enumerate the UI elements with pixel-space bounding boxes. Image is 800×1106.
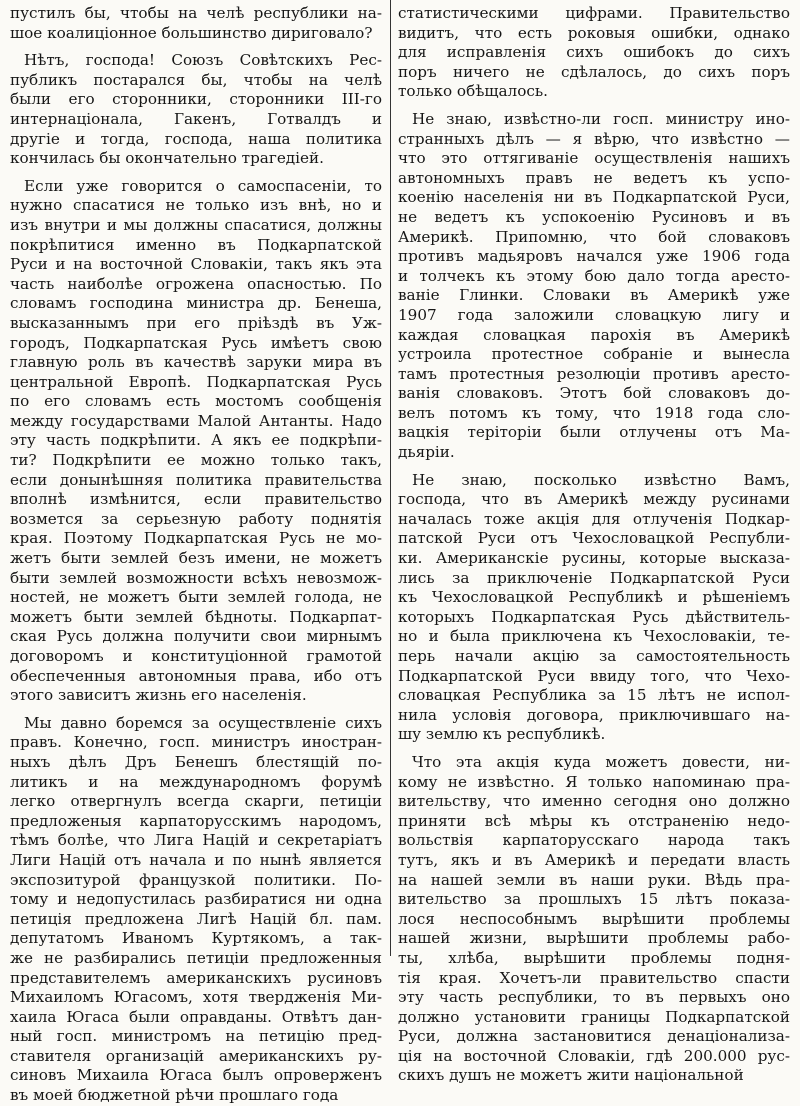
text-line: патской Руси отъ Чехословацкой Республи- (398, 529, 790, 548)
text-line: Что эта акція куда можетъ довести, ни- (412, 752, 790, 771)
text-line: высказаннымъ при его пріѣздѣ въ Уж- (10, 313, 382, 332)
text-line: изъ внутри и мы должны спасатися, должны (10, 215, 382, 234)
text-line: ки. Американскіе русины, которые высказа- (398, 549, 790, 568)
text-line: ставителя организацій американскихъ ру- (10, 1046, 382, 1065)
text-line: но и была приключена къ Чехословакіи, те- (398, 627, 790, 646)
text-line: Нѣтъ, господа! Союзъ Совѣтскихъ Рес- (24, 51, 382, 70)
text-line: лись за приключеніе Подкарпатской Руси (398, 568, 790, 587)
text-line: Мы давно боремся за осуществленіе сихъ (24, 713, 382, 732)
text-line: эту часть республики, то въ первыхъ оно (398, 988, 790, 1007)
text-line: на нашей земли въ наши руки. Вѣдь пра- (398, 870, 790, 889)
text-line: были его сторонники, сторонники III-го (10, 90, 382, 109)
text-line: часть наиболѣе огрожена опасностью. По (10, 274, 382, 293)
text-line: тамъ протестныя резолюціи противъ аресто- (398, 364, 790, 383)
text-line: къ Чехословацкой Республикѣ и рѣшеніемъ (398, 588, 790, 607)
paragraph (398, 753, 790, 1086)
text-line: Если уже говорится о самоспасеніи, то (24, 176, 382, 195)
text-line: Не знаю, посколько извѣстно Вамъ, (412, 470, 790, 489)
text-line: только обѣщалось. (398, 82, 548, 101)
text-line: ныхъ дѣлъ Дръ Бенешъ блестящій по- (10, 752, 382, 771)
text-line: договоромъ и конституціонной грамотой (10, 647, 382, 665)
paragraph (398, 4, 790, 102)
text-line: скихъ душъ не можетъ жити національной (398, 1066, 744, 1085)
text-line: господа, что въ Америкѣ между русинами (398, 490, 790, 509)
text-line: жетъ быти землей безъ имени, не можетъ (10, 549, 382, 568)
text-line: тутъ, якъ и въ Америкѣ и передати власть (398, 850, 790, 869)
text-line: правъ. Конечно, госп. министръ иностран- (10, 733, 382, 752)
text-line: автономныхъ правъ не ведетъ къ успо- (398, 168, 790, 187)
text-line: кончилась бы окончательно трагедіей. (10, 149, 324, 168)
text-line: Лиги Націй отъ начала и по нынѣ является (10, 850, 382, 869)
text-line: хаила Югаса были оправданы. Отвѣтъ дан- (10, 1007, 382, 1026)
text-line: предложеныя карпаторусскимъ народомъ, (10, 811, 382, 830)
paragraph (398, 471, 790, 745)
text-line: синовъ Михаила Югаса былъ опроверженъ (10, 1066, 382, 1085)
text-line: вполнѣ измѣнится, если правительство (10, 490, 382, 509)
text-line: словамъ господина министра др. Бенеша, (10, 294, 382, 313)
text-line: публикъ постарался бы, чтобы на челѣ (10, 70, 382, 89)
text-line: городъ, Подкарпатская Русь имѣетъ свою (10, 333, 382, 352)
paragraph (10, 51, 382, 169)
text-line: лося неспособнымъ вырѣшити проблемы (398, 909, 790, 928)
text-line: что это оттягиваніе осуществленія нашихъ (398, 149, 790, 168)
text-line: по его словамъ есть мостомъ сообщенія (10, 392, 382, 411)
text-line: вацкія теріторіи были отлучены отъ Ма- (398, 423, 790, 442)
text-line: депутатомъ Иваномъ Куртякомъ, а так- (10, 929, 382, 948)
text-line: Не знаю, извѣстно-ли госп. министру ино- (412, 109, 790, 128)
text-line: велъ потомъ къ тому, что 1918 года сло- (398, 403, 790, 422)
text-line: можетъ быти землей бѣдноты. Подкарпат- (10, 607, 382, 626)
text-line: каждая словацкая парохія въ Америкѣ (398, 325, 790, 344)
text-line: не ведетъ къ успокоенію Русиновъ и въ (398, 207, 790, 226)
left-text-column (10, 4, 382, 1105)
text-line: Руси, должна застановитися денаціонализа- (398, 1027, 790, 1046)
text-line: ція на восточной Словакіи, гдѣ 200.000 рус- (398, 1046, 790, 1065)
text-line: ностей, не можетъ быти землей голода, не (10, 588, 382, 607)
text-line: шое коалиціонное большинство дириговало? (10, 23, 373, 42)
text-line: между государствами Малой Антанты. Надо (10, 411, 382, 430)
text-line: ваніе Глинки. Словаки въ Америкѣ уже (398, 286, 790, 305)
paragraph (10, 714, 382, 1106)
text-line: ванія словаковъ. Этотъ бой словаковъ до- (398, 384, 790, 403)
text-line: тія края. Хочетъ-ли правительство спасти (398, 968, 790, 987)
text-line: эту часть подкрѣпити. А якъ ее подкрѣпи- (10, 431, 382, 450)
text-line: главную роль въ качествѣ заруки мира въ (10, 353, 382, 372)
text-line: ты, хлѣба, вырѣшити проблемы подня- (398, 948, 790, 967)
text-line: представителемъ американскихъ русиновъ (10, 968, 382, 987)
text-line: вительство за прошлыхъ 15 лѣтъ показа- (398, 890, 790, 909)
text-line: шу землю къ республикѣ. (398, 725, 606, 744)
column-divider (390, 0, 391, 956)
text-line: поръ ничего не сдѣлалось, до сихъ поръ (398, 62, 790, 81)
text-line: началась тоже акція для отлученія Подкар- (398, 509, 790, 528)
text-line: должно установити границы Подкарпатской (398, 1007, 790, 1026)
text-line: литикъ и на международномъ форумѣ (10, 772, 382, 791)
text-line: 1907 года заложили словацкую лигу и (398, 305, 790, 324)
text-line: коенію населенія ни въ Подкарпатской Руси, (398, 188, 790, 207)
text-line: Америкѣ. Припомню, что бой словаковъ (398, 227, 790, 246)
text-line: вольствія карпаторусскаго народа такъ (398, 831, 790, 850)
text-line: нужно спасатися не только изъ внѣ, но и (10, 196, 382, 215)
text-line: видитъ, что есть роковыя ошибки, однако (398, 23, 790, 42)
text-line: ный госп. министромъ на петицію пред- (10, 1027, 382, 1046)
text-line: которыхъ Подкарпатская Русь дѣйствитель- (398, 607, 790, 626)
text-line: тому и недопустилась разбиратися ни одна (10, 890, 382, 909)
text-line: въ моей бюджетной рѣчи прошлаго года (10, 1086, 339, 1105)
paragraph (10, 4, 382, 43)
text-line: противъ мадьяровъ начался уже 1906 года (398, 247, 790, 266)
text-line: Подкарпатской Руси ввиду того, что Чехо- (398, 666, 790, 685)
text-line: нашей жизни, вырѣшити проблемы рабо- (398, 929, 790, 948)
text-line: тѣмъ болѣе, что Лига Націй и секретаріатъ (10, 831, 382, 850)
text-line: возмется за серьезную работу поднятія (10, 509, 382, 528)
text-line: Руси и на восточной Словакіи, такъ якъ эта (10, 255, 382, 274)
text-line: вительству, что именно сегодня оно должно (398, 792, 790, 811)
text-line: ти? Подкрѣпити ее можно только такъ, (10, 451, 382, 470)
text-line: Михаиломъ Югасомъ, хотя твердженія Ми- (10, 988, 382, 1007)
text-line: дьяріи. (398, 443, 455, 462)
text-line: словацкая Республика за 15 лѣтъ не испол- (398, 686, 790, 705)
text-line: если донынѣшняя политика правительства (10, 470, 382, 489)
text-line: другіе и тогда, господа, наша политика (10, 129, 382, 148)
text-line: нила условія договора, приключившаго на- (398, 705, 790, 724)
text-line: кому не извѣстно. Я только напоминаю пра- (398, 772, 790, 791)
text-line: и толчекъ къ этому бою дало тогда аресто- (398, 266, 790, 285)
text-line: перь начали акцію за самостоятельность (398, 647, 790, 665)
paragraph (398, 110, 790, 463)
text-line: петиція предложена Лигѣ Націй бл. пам. (10, 909, 382, 928)
text-line: покрѣпитися именно въ Подкарпатской (10, 235, 382, 254)
text-line: центральной Европѣ. Подкарпатская Русь (10, 372, 382, 391)
paragraph (10, 177, 382, 706)
text-line: легко отвергнулъ всегда скарги, петиціи (10, 792, 382, 811)
text-line: устроила протестное собраніе и вынесла (398, 345, 790, 364)
text-line: статистическими цифрами. Правительство (398, 4, 790, 22)
text-line: этого зависитъ жизнь его населенія. (10, 686, 307, 705)
text-line: обеспеченныя автономныя права, ибо отъ (10, 666, 382, 685)
text-line: же не разбирались петиціи предложенныя (10, 948, 382, 967)
text-line: приняти всѣ мѣры къ отстраненію недо- (398, 811, 790, 830)
text-line: ская Русь должна получити свои мирнымъ (10, 627, 382, 646)
text-line: пустилъ бы, чтобы на челѣ республики на- (10, 4, 382, 22)
text-line: интернаціонала, Гакенъ, Готвалдъ и (10, 109, 382, 128)
text-line: экспозитурой французкой политики. По- (10, 870, 382, 889)
text-line: края. Поэтому Подкарпатская Русь не мо- (10, 529, 382, 548)
right-text-column (398, 4, 790, 1085)
text-line: для исправленія сихъ ошибокъ до сихъ (398, 43, 790, 62)
text-line: быти землей возможности всѣхъ невозмож- (10, 568, 382, 587)
text-line: странныхъ дѣлъ — я вѣрю, что извѣстно — (398, 129, 790, 148)
